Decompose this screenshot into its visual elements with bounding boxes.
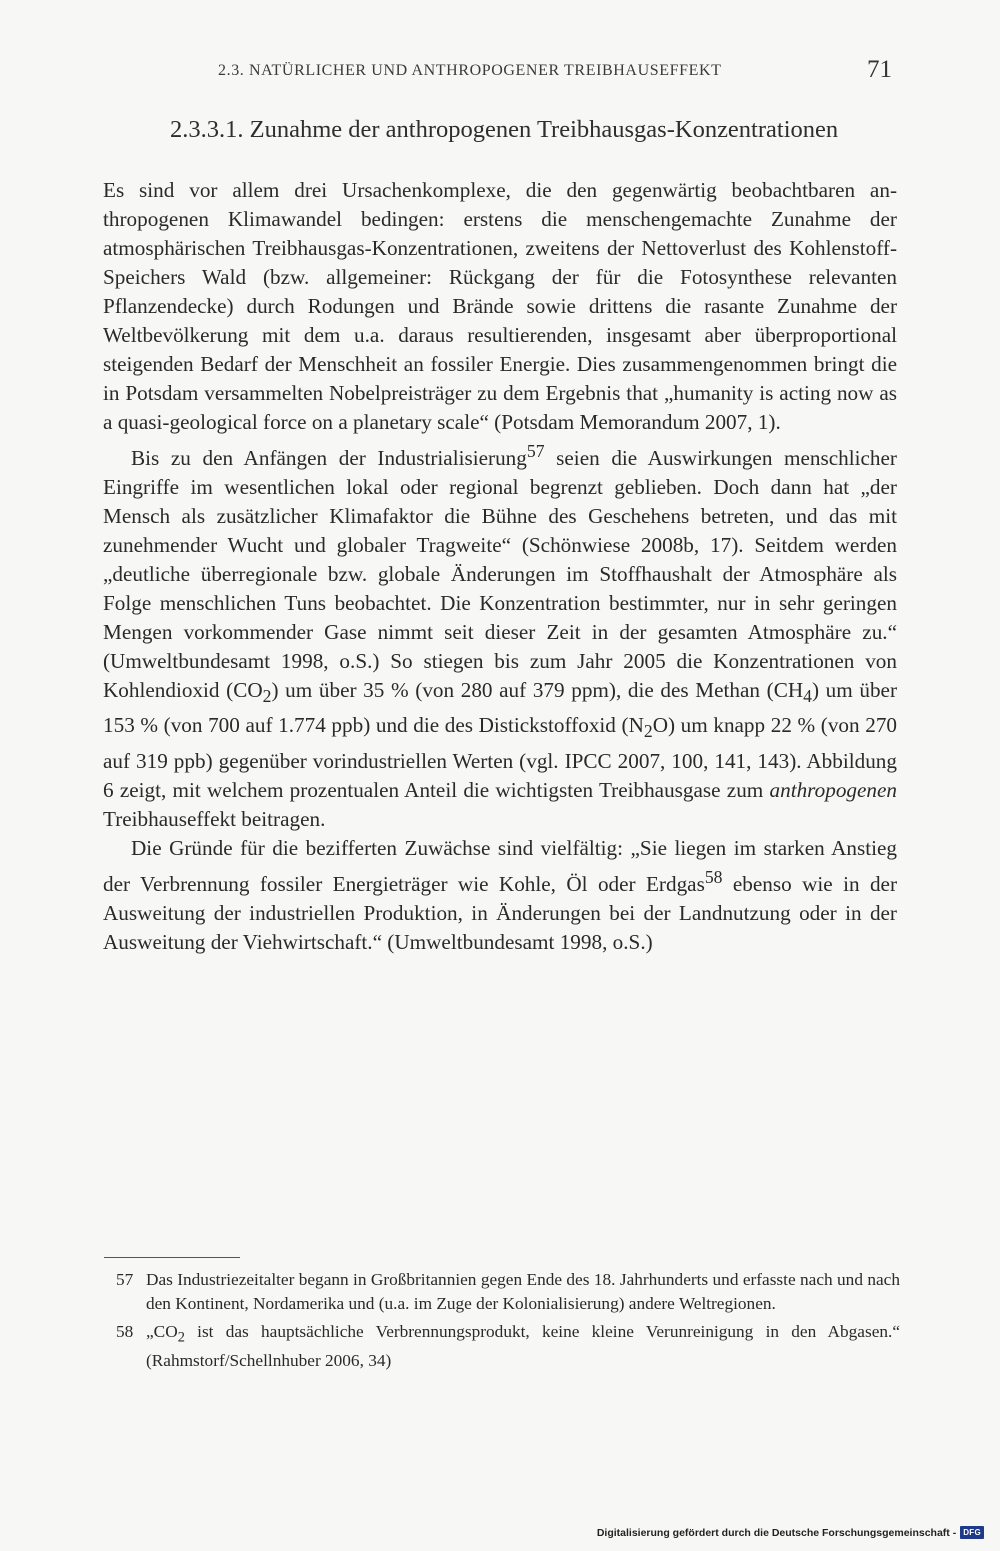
paragraph-1: Es sind vor allem drei Ursachenkomplexe, die den gegenwärtig beobachtbaren anthropogenen Klimawandel bedingen: erstens die menschengemachte Zunahme der atmosphärischen Treibhausgas-Konzentrationen, zweitens der Nettoverlust des Kohlenstoff-Speichers Wald (bzw. allgemeiner: Rückgang der für die Fotosynthese relevanten Pflanzendecke) durch Rodungen und Brände sowie drittens die rasante Zunahme der Weltbevölkerung mit dem u.a. daraus resultierenden, insgesamt aber überproportional steigenden Bedarf der Menschheit an fossiler Energie. Dies zusammengenommen bringt die in Potsdam versammelten Nobelpreisträger zu dem Ergebnis that „humanity is acting now as a quasi-geological force on a planetary scale“ (Potsdam Memorandum 2007, 1). bbox=[103, 178, 897, 434]
paragraph-2: Bis zu den Anfängen der Industrialisierung$^{57}$ seien die Auswirkungen menschlicher Eingriffe im wesentlichen lokal oder regional begrenzt geblieben. Doch dann hat „der Mensch als zusätzlicher Klimafaktor die Bühne des Geschehens betreten, und das mit zunehmender Wucht und globaler Tragweite“ (Schönwiese 2008b, 17). Seitdem werden „deutliche überregionale bzw. globale Änderungen im Stoffhaushalt der Atmosphäre als Folge menschlichen Tuns beobachtet. Die Konzentration bestimmter, nur in sehr geringen Mengen vorkommender Gase nimmt seit dieser Zeit in der gesamten Atmosphäre zu.“ (Umweltbundesamt 1998, o.S.) So stiegen bis zum Jahr 2005 die Konzentrationen von Kohlendioxid $(CO_2)$ um über 35 % (von 280 auf 379 ppm), die des Methan $(CH_4)$ um über 153 % (von 700 auf 1.774 ppb) und die des Distickstoffoxid $(N_2O)$ um knapp 22 % (von 270 auf 319 ppb) gegenüber vorindustriellen Werten (vgl. IPCC 2007, 100, 141, 143). Abbildung 6 zeigt, mit welchem prozentualen Anteil die wichtigsten Treibhausgase zum anthropogenen Treibhauseffekt beitragen. bbox=[103, 441, 898, 831]
body-text bbox=[103, 176, 897, 957]
section-heading: 2.3.3.1. Zunahme der anthropogenen Treibhausgas-Konzentrationen bbox=[170, 116, 839, 143]
footnote-number: 57 bbox=[116, 1270, 134, 1289]
footnote-divider bbox=[104, 1257, 240, 1258]
paragraph-3: Die Gründe für die bezifferten Zuwächse sind vielfältig: „Sie liegen im starken Anstieg der Verbrennung fossiler Energieträger wie Kohle, Öl oder Erdgas$^{58}$ ebenso wie in der Ausweitung der industriellen Produktion, in Änderungen bei der Landnutzung oder in der Ausweitung der Viehwirtschaft.“ (Umweltbundesamt 1998, o.S.) bbox=[103, 835, 897, 954]
footnote-57 bbox=[116, 1268, 900, 1316]
digitization-credit bbox=[597, 1526, 984, 1539]
footnote-number: 58 bbox=[116, 1322, 134, 1341]
footnote-text: $„CO_2$ ist das hauptsächliche Verbrennungsprodukt, keine kleine Verunreinigung in den Abgasen.“ (Rahmstorf/Schellnhuber 2006, 34) bbox=[146, 1322, 900, 1371]
footnotes bbox=[116, 1268, 900, 1377]
running-head: 2.3. NATÜRLICHER UND ANTHROPOGENER TREIBHAUSEFFEKT bbox=[218, 62, 722, 79]
dfg-logo-icon: DFG bbox=[960, 1526, 984, 1539]
footnote-text: Das Industriezeitalter begann in Großbritannien gegen Ende des 18. Jahrhunderts und erfasste nach und nach den Kontinent, Nordamerika und (u.a. im Zuge der Kolonialisierung) andere Weltregionen. bbox=[146, 1270, 900, 1313]
digitization-credit-text: Digitalisierung gefördert durch die Deutsche Forschungsgemeinschaft - bbox=[596, 1526, 957, 1539]
page-number: 71 bbox=[867, 56, 892, 83]
footnote-58 bbox=[116, 1320, 900, 1373]
